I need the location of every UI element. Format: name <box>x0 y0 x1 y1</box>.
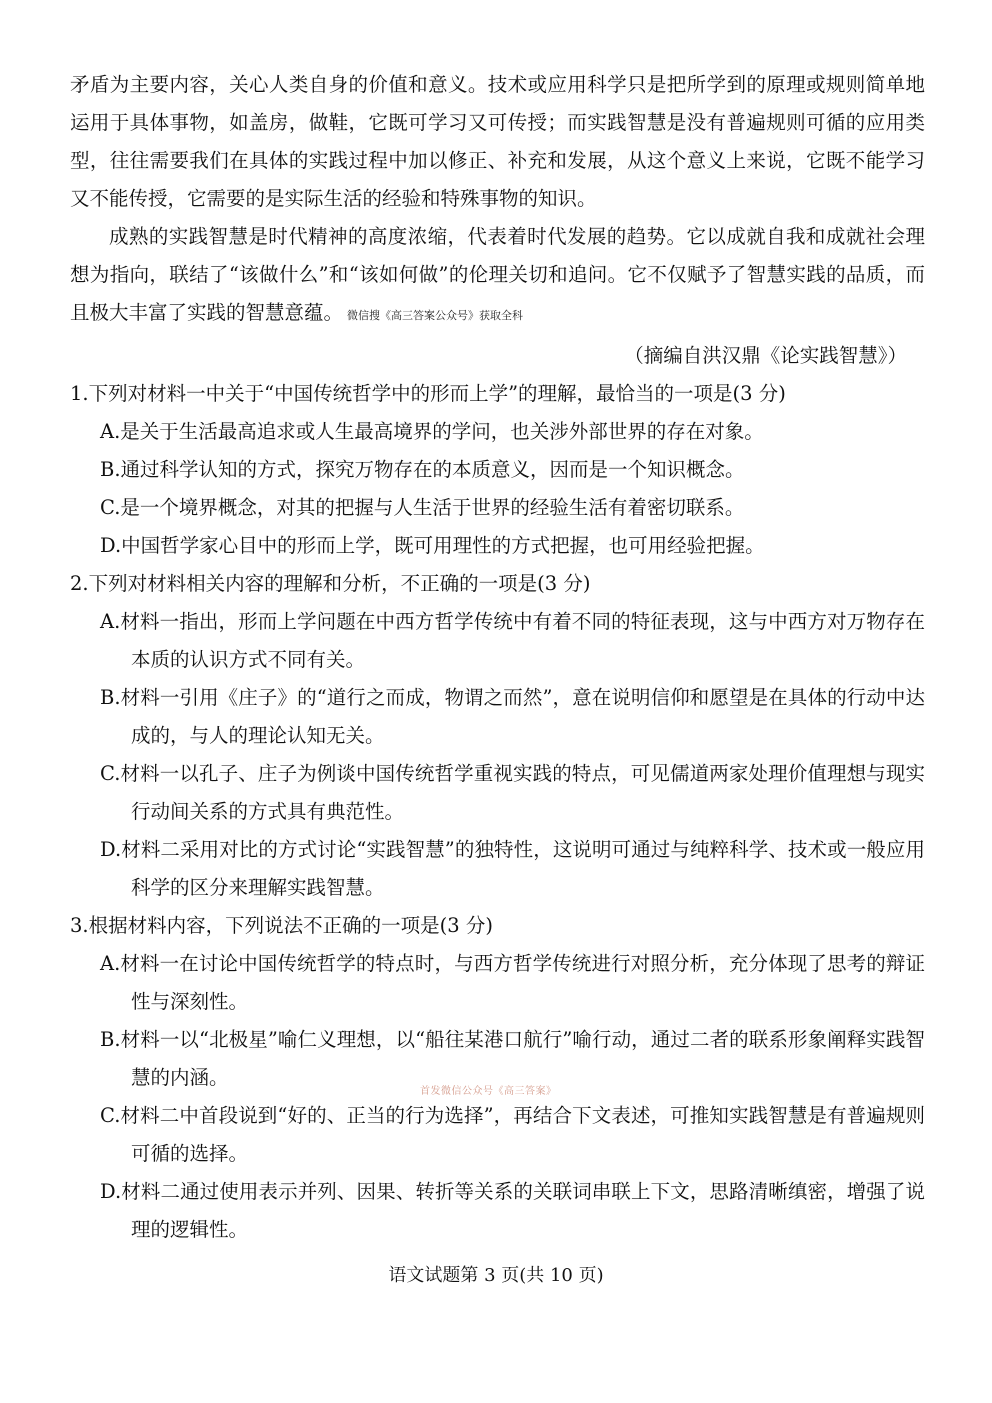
passage-paragraph-2 <box>70 218 925 335</box>
source-citation: （摘编自洪汉鼎《论实践智慧》） <box>624 344 907 367</box>
option-a: A.材料一指出，形而上学问题在中西方哲学传统中有着不同的特征表现，这与中西方对万物存在本质的认识方式不同有关。 <box>100 610 925 671</box>
question-2 <box>70 565 925 907</box>
document-page <box>70 66 925 1249</box>
faint-watermark: 首发微信公众号《高三答案》 <box>420 1086 557 1097</box>
question-stem: 2.下列对材料相关内容的理解和分析，不正确的一项是(3 分) <box>70 572 591 595</box>
question-stem: 3.根据材料内容，下列说法不正确的一项是(3 分) <box>70 914 493 937</box>
question-stem: 1.下列对材料一中关于“中国传统哲学中的形而上学”的理解，最恰当的一项是(3 分) <box>70 382 786 405</box>
option-d: D.材料二通过使用表示并列、因果、转折等关系的关联词串联上下文，思路清晰缜密，增强了说理的逻辑性。 <box>100 1180 925 1241</box>
inline-watermark: 微信搜《高三答案公众号》获取全科 <box>347 309 524 322</box>
option-a: A.材料一在讨论中国传统哲学的特点时，与西方哲学传统进行对照分析，充分体现了思考的辩证性与深刻性。 <box>100 952 925 1013</box>
option-c: C.是一个境界概念，对其的把握与人生活于世界的经验生活有着密切联系。 <box>100 496 745 519</box>
option-d: D.中国哲学家心目中的形而上学，既可用理性的方式把握，也可用经验把握。 <box>100 534 765 557</box>
option-b: B.通过科学认知的方式，探究万物存在的本质意义，因而是一个知识概念。 <box>100 458 745 481</box>
passage-paragraph-1: 矛盾为主要内容，关心人类自身的价值和意义。技术或应用科学只是把所学到的原理或规则简单地运用于具体事物，如盖房，做鞋，它既可学习又可传授；而实践智慧是没有普遍规则可循的应用类型，往往需要我们在具体的实践过程中加以修正、补充和发展，从这个意义上来说，它既不能学习又不能传授，它需要的是实际生活的经验和特殊事物的知识。 <box>70 73 925 210</box>
option-d: D.材料二采用对比的方式讨论“实践智慧”的独特性，这说明可通过与纯粹科学、技术或一般应用科学的区分来理解实践智慧。 <box>100 838 925 899</box>
option-a: A.是关于生活最高追求或人生最高境界的学问，也关涉外部世界的存在对象。 <box>100 420 764 443</box>
page-footer: 语文试题第 3 页(共 10 页) <box>388 1265 604 1286</box>
question-3 <box>70 907 925 1249</box>
option-b: B.材料一以“北极星”喻仁义理想，以“船往某港口航行”喻行动，通过二者的联系形象阐释实践智慧的内涵。 <box>100 1028 925 1089</box>
option-c: C.材料二中首段说到“好的、正当的行为选择”，再结合下文表述，可推知实践智慧是有普遍规则可循的选择。 <box>100 1104 925 1165</box>
passage-paragraph-2-text: 成熟的实践智慧是时代精神的高度浓缩，代表着时代发展的趋势。它以成就自我和成就社会理想为指向，联结了“该做什么”和“该如何做”的伦理关切和追问。它不仅赋予了智慧实践的品质，而且极大丰富了实践的智慧意蕴。 <box>70 225 925 324</box>
option-b: B.材料一引用《庄子》的“道行之而成，物谓之而然”，意在说明信仰和愿望是在具体的行动中达成的，与人的理论认知无关。 <box>100 686 925 747</box>
question-1 <box>70 375 925 565</box>
option-c: C.材料一以孔子、庄子为例谈中国传统哲学重视实践的特点，可见儒道两家处理价值理想与现实行动间关系的方式具有典范性。 <box>100 762 925 823</box>
